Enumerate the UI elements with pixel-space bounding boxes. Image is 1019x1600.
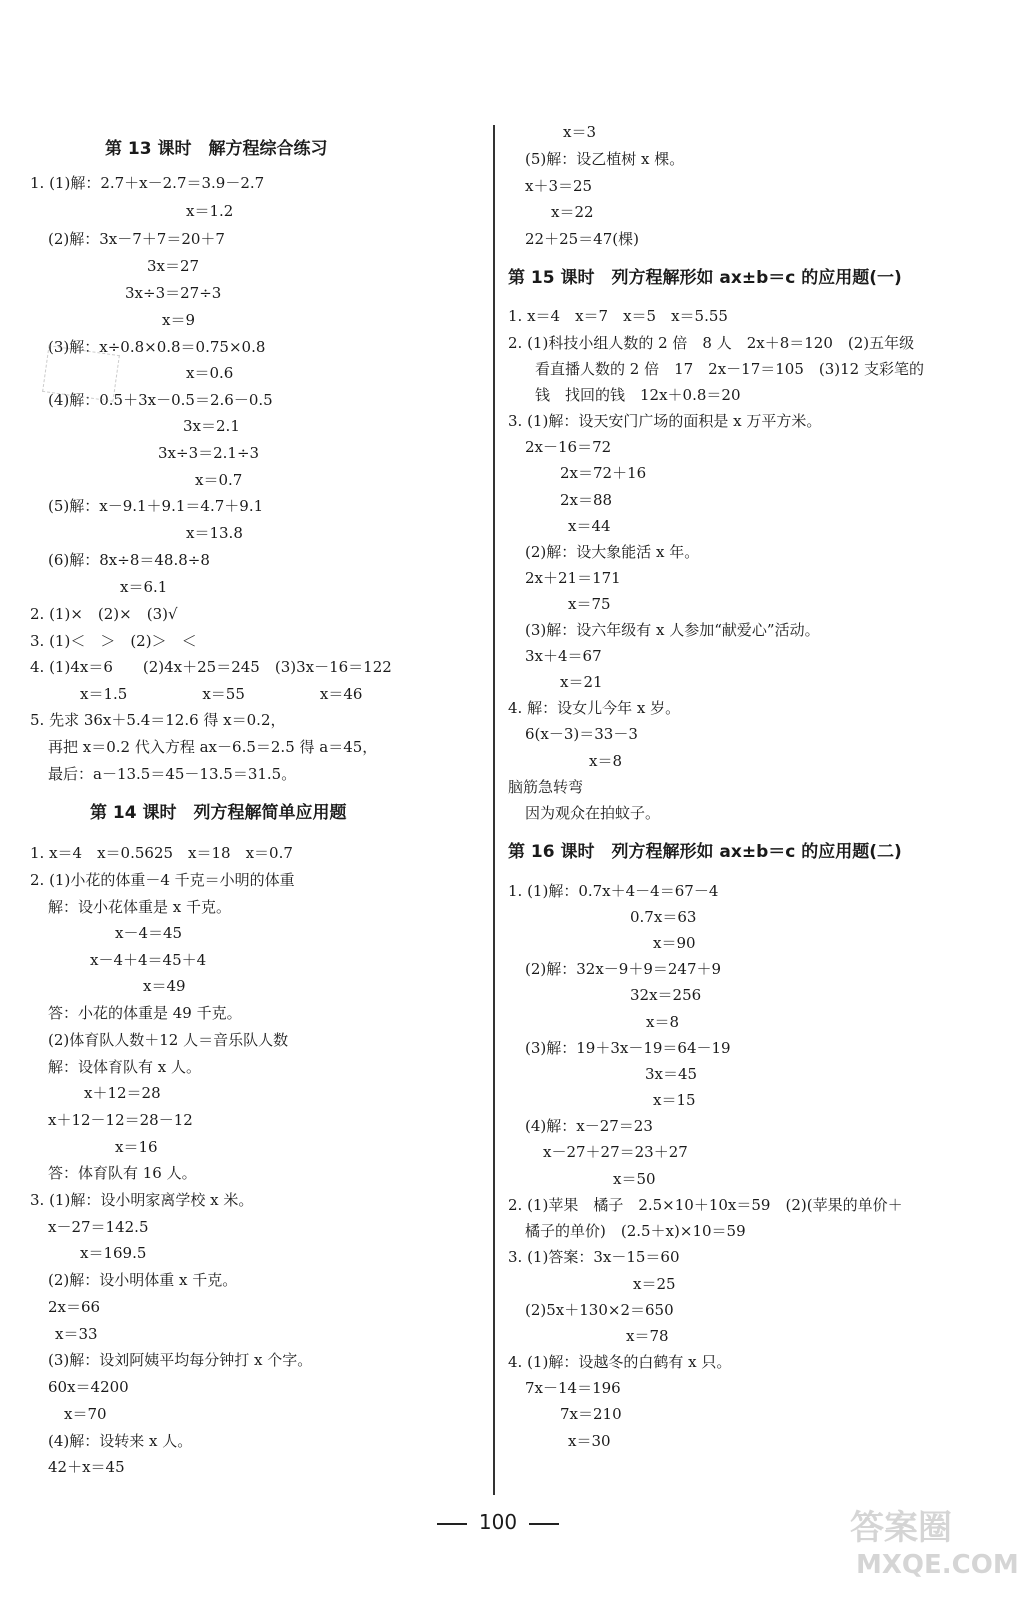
answer-line: (3)解：设六年级有 x 人参加“献爱心”活动。 [525,621,820,639]
answer-line: x－4＝45 [115,924,183,942]
answer-line: 4. (1)解：设越冬的白鹤有 x 只。 [508,1353,732,1371]
answer-line: 最后：a－13.5＝45－13.5＝31.5。 [48,765,297,783]
page-number-dash-left [437,1523,467,1525]
answer-line: 3x＝2.1 [183,417,240,435]
answer-line: (4)解：0.5＋3x－0.5＝2.6－0.5 [48,391,273,409]
answer-line: 1. x＝4 x＝7 x＝5 x＝5.55 [508,307,728,325]
answer-line: x＝16 [115,1138,158,1156]
answer-line: 4. (1)4x＝6 (2)4x＋25＝245 (3)3x－16＝122 [30,658,392,676]
answer-line: x＝90 [653,934,696,952]
answer-line: x＝1.2 [186,202,234,220]
answer-line: 再把 x＝0.2 代入方程 ax－6.5＝2.5 得 a＝45， [48,738,378,756]
answer-line: 3x÷3＝27÷3 [125,284,222,302]
answer-line: x－27＝142.5 [48,1218,149,1236]
answer-line: x＝44 [568,517,611,535]
answer-line: 7x－14＝196 [525,1379,621,1397]
answer-line: x－4＋4＝45＋4 [90,951,207,969]
answer-line: 1. x＝4 x＝0.5625 x＝18 x＝0.7 [30,844,293,862]
answer-line: (3)解：x÷0.8×0.8＝0.75×0.8 [48,338,266,356]
answer-line: (3)解：19＋3x－19＝64－19 [525,1039,731,1057]
answer-line: x＋3＝25 [525,177,593,195]
answer-line: 60x＝4200 [48,1378,129,1396]
answer-line: x－27＋27＝23＋27 [543,1143,688,1161]
section-heading: 第 14 课时 列方程解简单应用题 [90,803,347,823]
answer-line: (2)体育队人数＋12 人＝音乐队人数 [48,1031,289,1049]
answer-line: x＝15 [653,1091,696,1109]
answer-line: x＝1.5 x＝55 x＝46 [80,685,363,703]
answer-line: x＝70 [64,1405,107,1423]
answer-line: 5. 先求 36x＋5.4＝12.6 得 x＝0.2， [30,711,286,729]
answer-line: 2. (1)苹果 橘子 2.5×10＋10x＝59 (2)(苹果的单价＋ [508,1196,903,1214]
answer-line: 7x＝210 [560,1405,622,1423]
answer-line: x＝50 [613,1170,656,1188]
answer-line: 因为观众在拍蚊子。 [525,804,661,822]
answer-line: 2x－16＝72 [525,438,612,456]
answer-line: 4. 解：设女儿今年 x 岁。 [508,699,681,717]
answer-line: x＝30 [568,1432,611,1450]
answer-line: 42＋x＝45 [48,1458,125,1476]
answer-line: x＝22 [551,203,594,221]
answer-line: 3. (1)解：设小明家离学校 x 米。 [30,1191,254,1209]
answer-line: 2. (1)科技小组人数的 2 倍 8 人 2x＋8＝120 (2)五年级 [508,334,915,352]
answer-line: x＝169.5 [80,1244,147,1262]
page-number-text: 100 [478,1510,518,1534]
section-heading: 第 15 课时 列方程解形如 ax±b＝c 的应用题(一) [508,268,902,288]
answer-line: 看直播人数的 2 倍 17 2x－17＝105 (3)12 支彩笔的 [535,360,924,378]
watermark-line-2: MXQE.COM [856,1550,1019,1580]
answer-line: x＋12－12＝28－12 [48,1111,193,1129]
answer-line: 3x＝45 [645,1065,698,1083]
answer-line: 答：体育队有 16 人。 [48,1164,197,1182]
page-number [0,1510,996,1534]
answer-line: x＝49 [143,977,186,995]
answer-line: x＝3 [563,123,597,141]
answer-line: x＝6.1 [120,578,168,596]
answer-line: x＝8 [589,752,623,770]
answer-line: 3x＋4＝67 [525,647,602,665]
answer-line: 3x÷3＝2.1÷3 [158,444,260,462]
answer-line: 脑筋急转弯 [508,778,584,796]
answer-line: (2)解：3x－7＋7＝20＋7 [48,230,225,248]
answer-line: x＝21 [560,673,603,691]
answer-line: (2)5x＋130×2＝650 [525,1301,674,1319]
answer-line: x＝9 [162,311,196,329]
answer-line: 0.7x＝63 [630,908,697,926]
faint-stamp [42,345,120,402]
answer-line: x＝33 [55,1325,98,1343]
answer-line: 2x＋21＝171 [525,569,621,587]
answer-line: x＝8 [646,1013,680,1031]
answer-line: (6)解：8x÷8＝48.8÷8 [48,551,210,569]
answer-line: 3. (1)答案：3x－15＝60 [508,1248,680,1266]
answer-line: x＝25 [633,1275,676,1293]
answer-line: x＋12＝28 [84,1084,161,1102]
answer-line: (5)解：x－9.1＋9.1＝4.7＋9.1 [48,497,264,515]
answer-line: 6(x－3)＝33－3 [525,725,638,743]
answer-line: 32x＝256 [630,986,702,1004]
answer-line: 3. (1)解：设天安门广场的面积是 x 万平方米。 [508,412,822,430]
answer-line: x＝0.7 [195,471,243,489]
answer-line: 2x＝72＋16 [560,464,647,482]
answer-line: (3)解：设刘阿姨平均每分钟打 x 个字。 [48,1351,313,1369]
answer-line: (4)解：设转来 x 人。 [48,1432,193,1450]
answer-line: 钱 找回的钱 12x＋0.8＝20 [535,386,741,404]
section-heading: 第 13 课时 解方程综合练习 [105,139,328,159]
answer-line: 解：设小花体重是 x 千克。 [48,898,231,916]
answer-line: 橘子的单价) (2.5＋x)×10＝59 [525,1222,746,1240]
answer-line: x＝75 [568,595,611,613]
answer-line: (2)解：设大象能活 x 年。 [525,543,700,561]
answer-line: 1. (1)解：2.7＋x－2.7＝3.9－2.7 [30,174,265,192]
answer-line: 答：小花的体重是 49 千克。 [48,1004,242,1022]
watermark-logo [850,1500,1019,1590]
answer-line: 2x＝66 [48,1298,101,1316]
answer-line: 2x＝88 [560,491,613,509]
answer-line: 1. (1)解：0.7x＋4－4＝67－4 [508,882,719,900]
answer-line: 2. (1)小花的体重－4 千克＝小明的体重 [30,871,295,889]
answer-line: (2)解：32x－9＋9＝247＋9 [525,960,722,978]
answer-line: 解：设体育队有 x 人。 [48,1058,201,1076]
page-number-dash-right [529,1523,559,1525]
column-divider [493,125,495,1495]
answer-line: 3. (1)＜ ＞ (2)＞ ＜ [30,632,197,650]
answer-line: x＝13.8 [186,524,243,542]
answer-line: 22＋25＝47(棵) [525,230,639,248]
answer-line: (4)解：x－27＝23 [525,1117,653,1135]
answer-line: 2. (1)× (2)× (3)√ [30,605,178,623]
answer-line: x＝0.6 [186,364,234,382]
watermark-line-1: 答案圈 [850,1508,952,1548]
answer-line: (5)解：设乙植树 x 棵。 [525,150,685,168]
answer-line: x＝78 [626,1327,669,1345]
answer-line: 3x＝27 [147,257,200,275]
answer-line: (2)解：设小明体重 x 千克。 [48,1271,238,1289]
section-heading: 第 16 课时 列方程解形如 ax±b＝c 的应用题(二) [508,842,902,862]
